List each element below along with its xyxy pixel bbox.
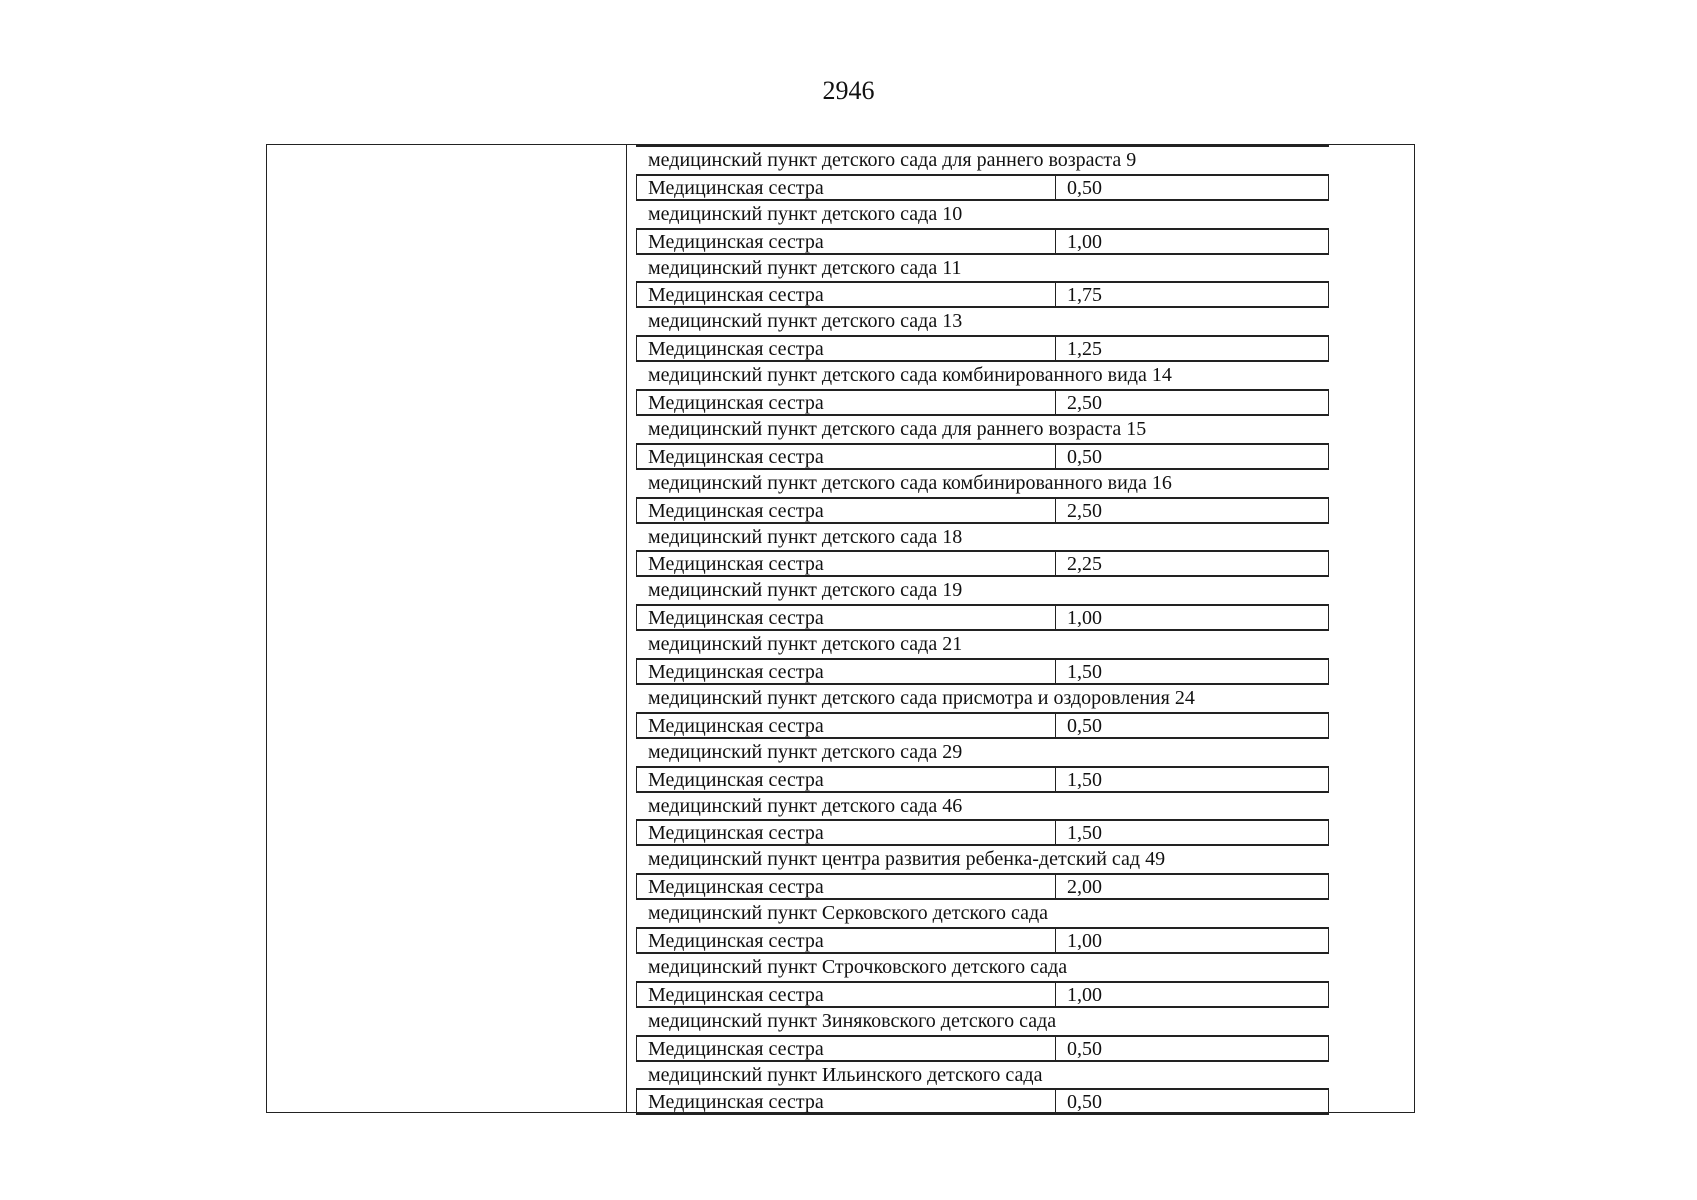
unit-heading-row — [636, 577, 1329, 604]
rate-cell — [1055, 768, 1328, 791]
rate-cell — [1055, 337, 1328, 360]
staff-row — [636, 604, 1329, 631]
unit-name: медицинский пункт детского сада 10 — [648, 202, 963, 225]
unit-heading-row — [636, 793, 1329, 820]
rate-cell — [1055, 230, 1328, 253]
page-number: 2946 — [822, 76, 875, 105]
unit-heading-row — [636, 201, 1329, 228]
staff-row — [636, 1035, 1329, 1062]
staff-rate: 0,50 — [1067, 176, 1102, 199]
position-title: Медицинская сестра — [648, 929, 824, 952]
rate-cell — [1055, 176, 1328, 199]
rate-cell — [1055, 283, 1328, 306]
unit-heading-row — [636, 900, 1329, 927]
rate-cell — [1055, 552, 1328, 575]
outer-table — [266, 144, 1415, 1113]
position-title: Медицинская сестра — [648, 714, 824, 737]
unit-name: медицинский пункт детского сада 18 — [648, 525, 963, 548]
unit-name: медицинский пункт Строчковского детского сада — [648, 955, 1068, 978]
unit-heading-row — [636, 739, 1329, 766]
staff-row — [636, 443, 1329, 470]
staff-rate: 0,50 — [1067, 1037, 1102, 1060]
position-title: Медицинская сестра — [648, 176, 824, 199]
rate-cell — [1055, 983, 1328, 1006]
position-title: Медицинская сестра — [648, 1091, 824, 1114]
staff-rate: 0,50 — [1067, 714, 1102, 737]
unit-name: медицинский пункт детского сада 13 — [648, 310, 963, 333]
unit-heading-row — [636, 1008, 1329, 1035]
position-title: Медицинская сестра — [648, 607, 824, 630]
staff-row — [636, 981, 1329, 1008]
staff-rate: 1,00 — [1067, 230, 1102, 253]
position-title: Медицинская сестра — [648, 876, 824, 899]
rate-cell — [1055, 1090, 1328, 1113]
position-title: Медицинская сестра — [648, 445, 824, 468]
unit-heading-row — [636, 416, 1329, 443]
rate-cell — [1055, 445, 1328, 468]
unit-name: медицинский пункт детского сада 21 — [648, 633, 963, 656]
position-title: Медицинская сестра — [648, 983, 824, 1006]
staff-row — [636, 174, 1329, 201]
rate-cell — [1055, 714, 1328, 737]
position-title: Медицинская сестра — [648, 391, 824, 414]
staff-rate: 1,00 — [1067, 929, 1102, 952]
unit-heading-row — [636, 1062, 1329, 1089]
unit-name: медицинский пункт детского сада 11 — [648, 256, 962, 279]
staff-row — [636, 766, 1329, 793]
rate-cell — [1055, 606, 1328, 629]
staff-rate: 1,50 — [1067, 768, 1102, 791]
unit-name: медицинский пункт детского сада комбинированного вида 14 — [648, 364, 1172, 387]
rate-cell — [1055, 391, 1328, 414]
staff-rate: 0,50 — [1067, 445, 1102, 468]
unit-name: медицинский пункт детского сада 46 — [648, 794, 963, 817]
staff-rate: 0,50 — [1067, 1091, 1102, 1114]
unit-name: медицинский пункт Зиняковского детского сада — [648, 1009, 1057, 1032]
unit-heading-row — [636, 524, 1329, 551]
unit-name: медицинский пункт детского сада присмотра и оздоровления 24 — [648, 686, 1195, 709]
staffing-table — [636, 145, 1329, 1115]
position-title: Медицинская сестра — [648, 338, 824, 361]
staff-row — [636, 712, 1329, 739]
unit-heading-row — [636, 147, 1329, 174]
staff-rate: 1,50 — [1067, 822, 1102, 845]
staff-rate: 2,00 — [1067, 876, 1102, 899]
staff-rate: 1,00 — [1067, 607, 1102, 630]
unit-heading-row — [636, 685, 1329, 712]
column-divider — [626, 145, 627, 1112]
unit-name: медицинский пункт детского сада 29 — [648, 740, 963, 763]
unit-heading-row — [636, 631, 1329, 658]
staff-row — [636, 819, 1329, 846]
rate-cell — [1055, 929, 1328, 952]
unit-heading-row — [636, 470, 1329, 497]
staff-row — [636, 927, 1329, 954]
staff-row — [636, 335, 1329, 362]
staff-rate: 1,50 — [1067, 660, 1102, 683]
staff-row — [636, 658, 1329, 685]
staff-row — [636, 873, 1329, 900]
unit-name: медицинский пункт центра развития ребенка-детский сад 49 — [648, 848, 1166, 871]
unit-heading-row — [636, 954, 1329, 981]
position-title: Медицинская сестра — [648, 822, 824, 845]
rate-cell — [1055, 821, 1328, 844]
position-title: Медицинская сестра — [648, 1037, 824, 1060]
staff-rate: 1,75 — [1067, 284, 1102, 307]
staff-rate: 2,50 — [1067, 499, 1102, 522]
staff-row — [636, 550, 1329, 577]
unit-name: медицинский пункт детского сада 19 — [648, 579, 963, 602]
staff-rate: 2,50 — [1067, 391, 1102, 414]
unit-name: медицинский пункт Серковского детского сада — [648, 902, 1048, 925]
staff-row — [636, 1088, 1329, 1115]
staff-rate: 1,00 — [1067, 983, 1102, 1006]
position-title: Медицинская сестра — [648, 553, 824, 576]
staff-rate: 2,25 — [1067, 553, 1102, 576]
position-title: Медицинская сестра — [648, 230, 824, 253]
unit-heading-row — [636, 362, 1329, 389]
rate-cell — [1055, 1037, 1328, 1060]
unit-heading-row — [636, 308, 1329, 335]
unit-name: медицинский пункт детского сада для раннего возраста 15 — [648, 417, 1147, 440]
unit-name: медицинский пункт детского сада комбинированного вида 16 — [648, 471, 1172, 494]
unit-name: медицинский пункт детского сада для раннего возраста 9 — [648, 149, 1137, 171]
staff-row — [636, 389, 1329, 416]
staff-row — [636, 497, 1329, 524]
position-title: Медицинская сестра — [648, 768, 824, 791]
staff-row — [636, 281, 1329, 308]
unit-heading-row — [636, 255, 1329, 282]
position-title: Медицинская сестра — [648, 284, 824, 307]
staff-row — [636, 228, 1329, 255]
position-title: Медицинская сестра — [648, 499, 824, 522]
unit-heading-row — [636, 846, 1329, 873]
unit-name: медицинский пункт Ильинского детского сада — [648, 1063, 1043, 1086]
rate-cell — [1055, 875, 1328, 898]
rate-cell — [1055, 499, 1328, 522]
position-title: Медицинская сестра — [648, 660, 824, 683]
rate-cell — [1055, 660, 1328, 683]
staff-rate: 1,25 — [1067, 338, 1102, 361]
